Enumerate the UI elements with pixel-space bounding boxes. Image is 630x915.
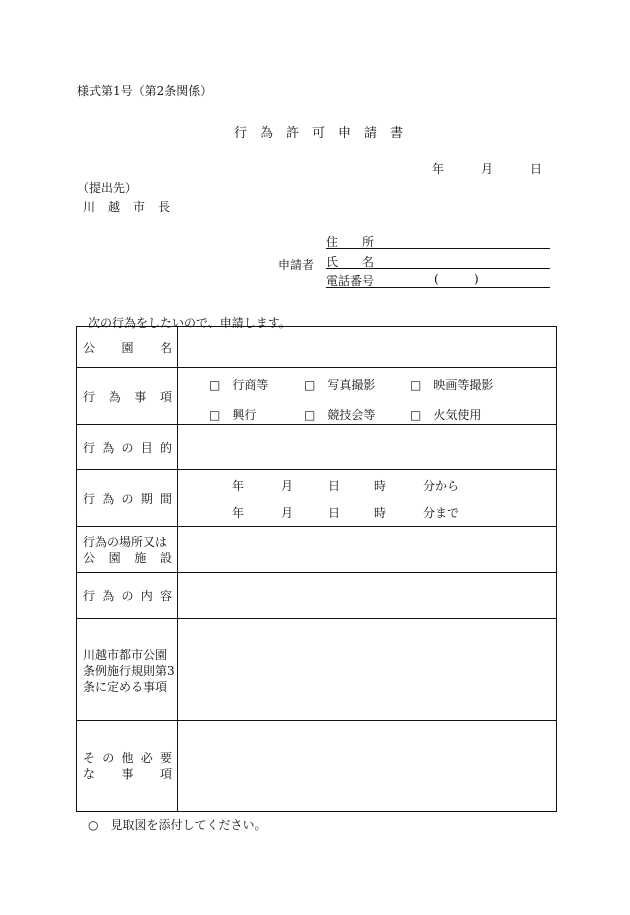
rule-label-cell	[77, 619, 178, 721]
rule-row	[77, 619, 557, 721]
park-name-label: 公 園 名	[83, 340, 172, 355]
other-label-cell	[77, 721, 178, 812]
rule-value[interactable]	[178, 619, 557, 721]
place-label-cell	[77, 527, 178, 573]
other-row	[77, 721, 557, 812]
application-table	[76, 326, 557, 812]
place-label-line2: 公 園 施 設	[83, 550, 172, 565]
place-label-line1: 行為の場所又は	[83, 534, 168, 549]
period-value[interactable]	[178, 470, 557, 527]
option-photo[interactable]: □ 写真撮影	[304, 378, 376, 392]
period-from-minute: 分から	[423, 479, 460, 493]
period-label: 行 為 の 期 間	[83, 491, 172, 506]
period-from-day: 日	[328, 479, 341, 493]
option-competition[interactable]: □ 競技会等	[304, 408, 376, 422]
name-label: 氏 名	[326, 255, 375, 269]
content-row	[77, 573, 557, 619]
date-day-label: 日	[530, 162, 543, 176]
purpose-row	[77, 425, 557, 470]
date-year-label: 年	[432, 162, 445, 176]
act-items-label-cell	[77, 368, 178, 425]
option-peddling[interactable]: □ 行商等	[209, 378, 269, 392]
period-to-year: 年	[232, 506, 245, 520]
act-items-row	[77, 368, 557, 425]
phone-paren-close: )	[474, 272, 479, 286]
other-value[interactable]	[178, 721, 557, 812]
date-month-label: 月	[481, 162, 494, 176]
addressee: 川越市長	[83, 200, 184, 214]
phone-paren-open: (	[434, 272, 439, 286]
intro-text: 次の行為をしたいので、申請します。	[88, 316, 291, 330]
place-row	[77, 527, 557, 573]
period-to-month: 月	[281, 506, 294, 520]
rule-label-line3: 条に定める事項	[83, 680, 168, 694]
option-show[interactable]: □ 興行	[209, 408, 257, 422]
act-items-label: 行 為 事 項	[83, 389, 172, 404]
phone-field[interactable]	[326, 271, 550, 288]
form-number: 様式第1号（第2条関係）	[77, 84, 213, 98]
phone-label: 電話番号	[326, 274, 375, 288]
content-value[interactable]	[178, 573, 557, 619]
place-value[interactable]	[178, 527, 557, 573]
park-name-row	[77, 327, 557, 368]
address-label: 住 所	[326, 235, 375, 249]
act-items-options	[178, 368, 557, 425]
rule-label-line2: 条例施行規則第3	[83, 664, 175, 678]
period-from-month: 月	[281, 479, 294, 493]
option-film[interactable]: □ 映画等撮影	[410, 378, 494, 392]
period-row	[77, 470, 557, 527]
period-from-hour: 時	[374, 479, 387, 493]
park-name-value[interactable]	[178, 327, 557, 368]
option-fire[interactable]: □ 火気使用	[410, 408, 482, 422]
document-title: 行為許可申請書	[233, 126, 416, 141]
purpose-label: 行 為 の 目 的	[83, 440, 172, 455]
period-to-day: 日	[328, 506, 341, 520]
name-field[interactable]	[326, 252, 550, 269]
submit-to-label: （提出先）	[77, 181, 138, 195]
other-label-line1: そ の 他 必 要	[83, 751, 172, 765]
period-label-cell	[77, 470, 178, 527]
applicant-label: 申請者	[278, 258, 315, 272]
period-from-year: 年	[232, 479, 245, 493]
period-to-minute: 分まで	[423, 506, 460, 520]
address-field[interactable]	[326, 232, 550, 249]
rule-label-line1: 川越市都市公園	[83, 648, 168, 662]
purpose-label-cell	[77, 425, 178, 470]
period-to-hour: 時	[374, 506, 387, 520]
content-label-cell	[77, 573, 178, 619]
content-label: 行 為 の 内 容	[83, 589, 172, 603]
purpose-value[interactable]	[178, 425, 557, 470]
footer-note: ○ 見取図を添付してください。	[88, 818, 267, 832]
other-label-line2: な 事 項	[83, 767, 172, 781]
park-name-label-cell	[77, 327, 178, 368]
